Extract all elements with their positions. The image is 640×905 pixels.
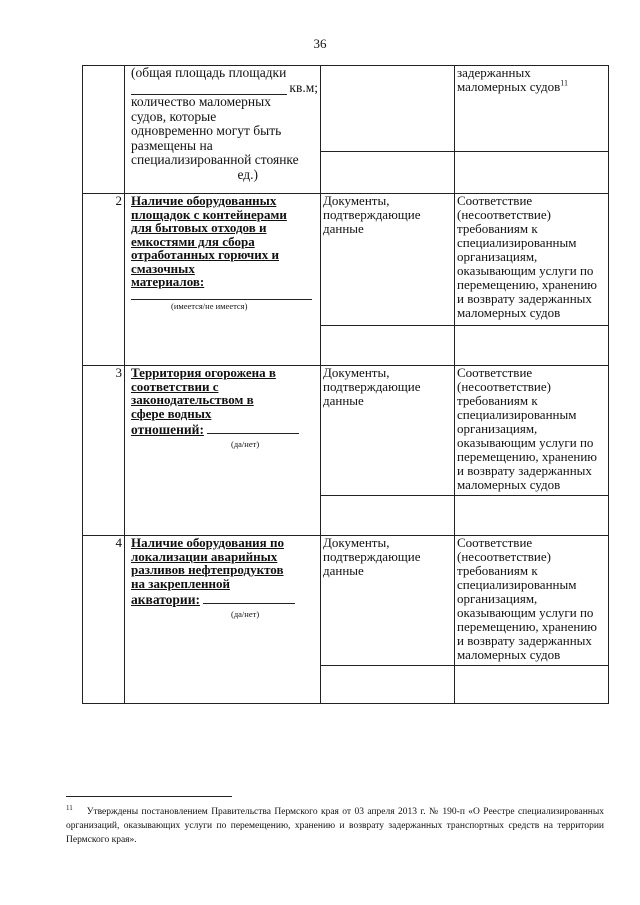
row-4-heading-line: локализации аварийных [131,548,278,564]
table-row-3 [83,366,609,496]
row-4-documents-text: Документы, подтверждающие данные [323,535,421,578]
row-3-heading-line: сфере водных [131,405,212,421]
row-3-heading-line: Территория огорожена в [131,365,276,380]
inspection-table [82,65,609,704]
row-1-name-line: кв.м; [289,79,318,95]
row-2-name-cell [125,194,321,366]
row-1-name-line: (общая площадь площадки [131,65,287,80]
row-3-hint: (да/нет) [231,438,260,449]
row-1-name-line: размещены на [131,137,213,153]
footnote-text: Утверждены постановлением Правительства Пермского края от 03 апреля 2013 г. № 190-п «О Реестре специализированных организаций, оказывающих услуги по перемещению, хранению и возврату задержанных транспортных средств на территории Пермского края». [66,807,604,846]
row-2-documents-text: Документы, подтверждающие данные [323,193,421,236]
table-row-1 [83,66,609,152]
row-1-name-line: одновременно могут быть [131,123,282,138]
row-3-number-cell: 3 [83,366,125,536]
row-4-number-cell: 4 [83,536,125,704]
footnote-ref: 11 [560,78,568,88]
row-2-heading-line: емкостями для сбора [131,233,255,249]
row-3-heading-line: законодательством в [131,392,254,407]
row-1-name-cell [125,66,321,194]
row-3-documents-sub-cell [321,496,455,536]
footnote-divider [66,796,232,797]
row-2-documents-cell [321,194,455,326]
row-4-heading-line: Наличие оборудования по [131,535,284,550]
footnote [66,801,604,847]
row-3-criterion-sub-cell [455,496,609,536]
row-3-heading-line: соответствии с [131,378,219,394]
row-2-criterion-sub-cell [455,326,609,366]
row-1-criterion-line [457,80,606,94]
row-1-name-line: ед.) [237,166,258,182]
row-4-criterion-text: Соответствие (несоответствие) требованиям к специализированным организациям, оказывающим услуги по перемещению, хранению и возврату задержанных маломерных судов [457,535,598,662]
row-1-criterion-line: задержанных [457,65,531,80]
row-4-criterion-sub-cell [455,666,609,704]
row-4-heading-line: разливов нефтепродуктов [131,562,284,577]
row-2-criterion-cell [455,194,609,326]
row-3-criterion-cell [455,366,609,496]
row-4-heading-last-line [127,593,318,608]
table-row-2 [83,194,609,326]
row-1-criterion-cell [455,66,609,152]
row-2-heading-line: для бытовых отходов и [131,220,267,235]
row-2-heading-line: отработанных горючих и [131,247,279,262]
page-number: 36 [313,36,327,51]
row-2-hint: (имеется/не имеется) [171,300,248,311]
row-1-name-line: количество маломерных [131,94,271,109]
row-4-hint: (да/нет) [231,608,260,619]
row-1-criterion-sub-cell [455,152,609,194]
row-3-heading-last-line [127,423,318,438]
footnote-mark: 11 [66,804,73,812]
row-1-number-cell [83,66,125,194]
row-2-answer-line[interactable] [131,299,312,300]
row-2-heading-line: площадок с контейнерами [131,206,287,222]
row-1-name-line: специализированной стоянке [131,152,299,167]
row-4-documents-sub-cell [321,666,455,704]
row-3-documents-cell [321,366,455,496]
row-4-documents-cell [321,536,455,666]
row-4-name-cell [125,536,321,704]
row-4-heading-last: акватории: [131,592,200,607]
row-1-documents-cell [321,66,455,152]
row-4-answer-line[interactable] [203,593,295,604]
row-1-documents-sub-cell [321,152,455,194]
row-4-criterion-cell [455,536,609,666]
row-1-criterion-text: маломерных судов [457,79,561,94]
row-2-heading-line: материалов: [131,274,205,289]
row-3-name-cell [125,366,321,536]
row-2-number-cell: 2 [83,194,125,366]
row-1-area-line [127,81,318,96]
row-3-criterion-text: Соответствие (несоответствие) требованиям к специализированным организациям, оказывающим услуги по перемещению, хранению и возврату задержанных маломерных судов [457,365,598,492]
row-4-heading-line: на закрепленной [131,575,230,591]
row-3-answer-line[interactable] [207,423,299,434]
row-2-heading-line: смазочных [131,260,195,276]
row-2-documents-sub-cell [321,326,455,366]
row-3-heading-last: отношений: [131,422,204,437]
table-row-4 [83,536,609,666]
row-1-name-line: судов, которые [131,108,217,124]
row-2-criterion-text: Соответствие (несоответствие) требованиям к специализированным организациям, оказывающим услуги по перемещению, хранению и возврату задержанных маломерных судов [457,193,598,320]
row-2-heading-line: Наличие оборудованных [131,193,277,208]
row-3-documents-text: Документы, подтверждающие данные [323,365,421,408]
